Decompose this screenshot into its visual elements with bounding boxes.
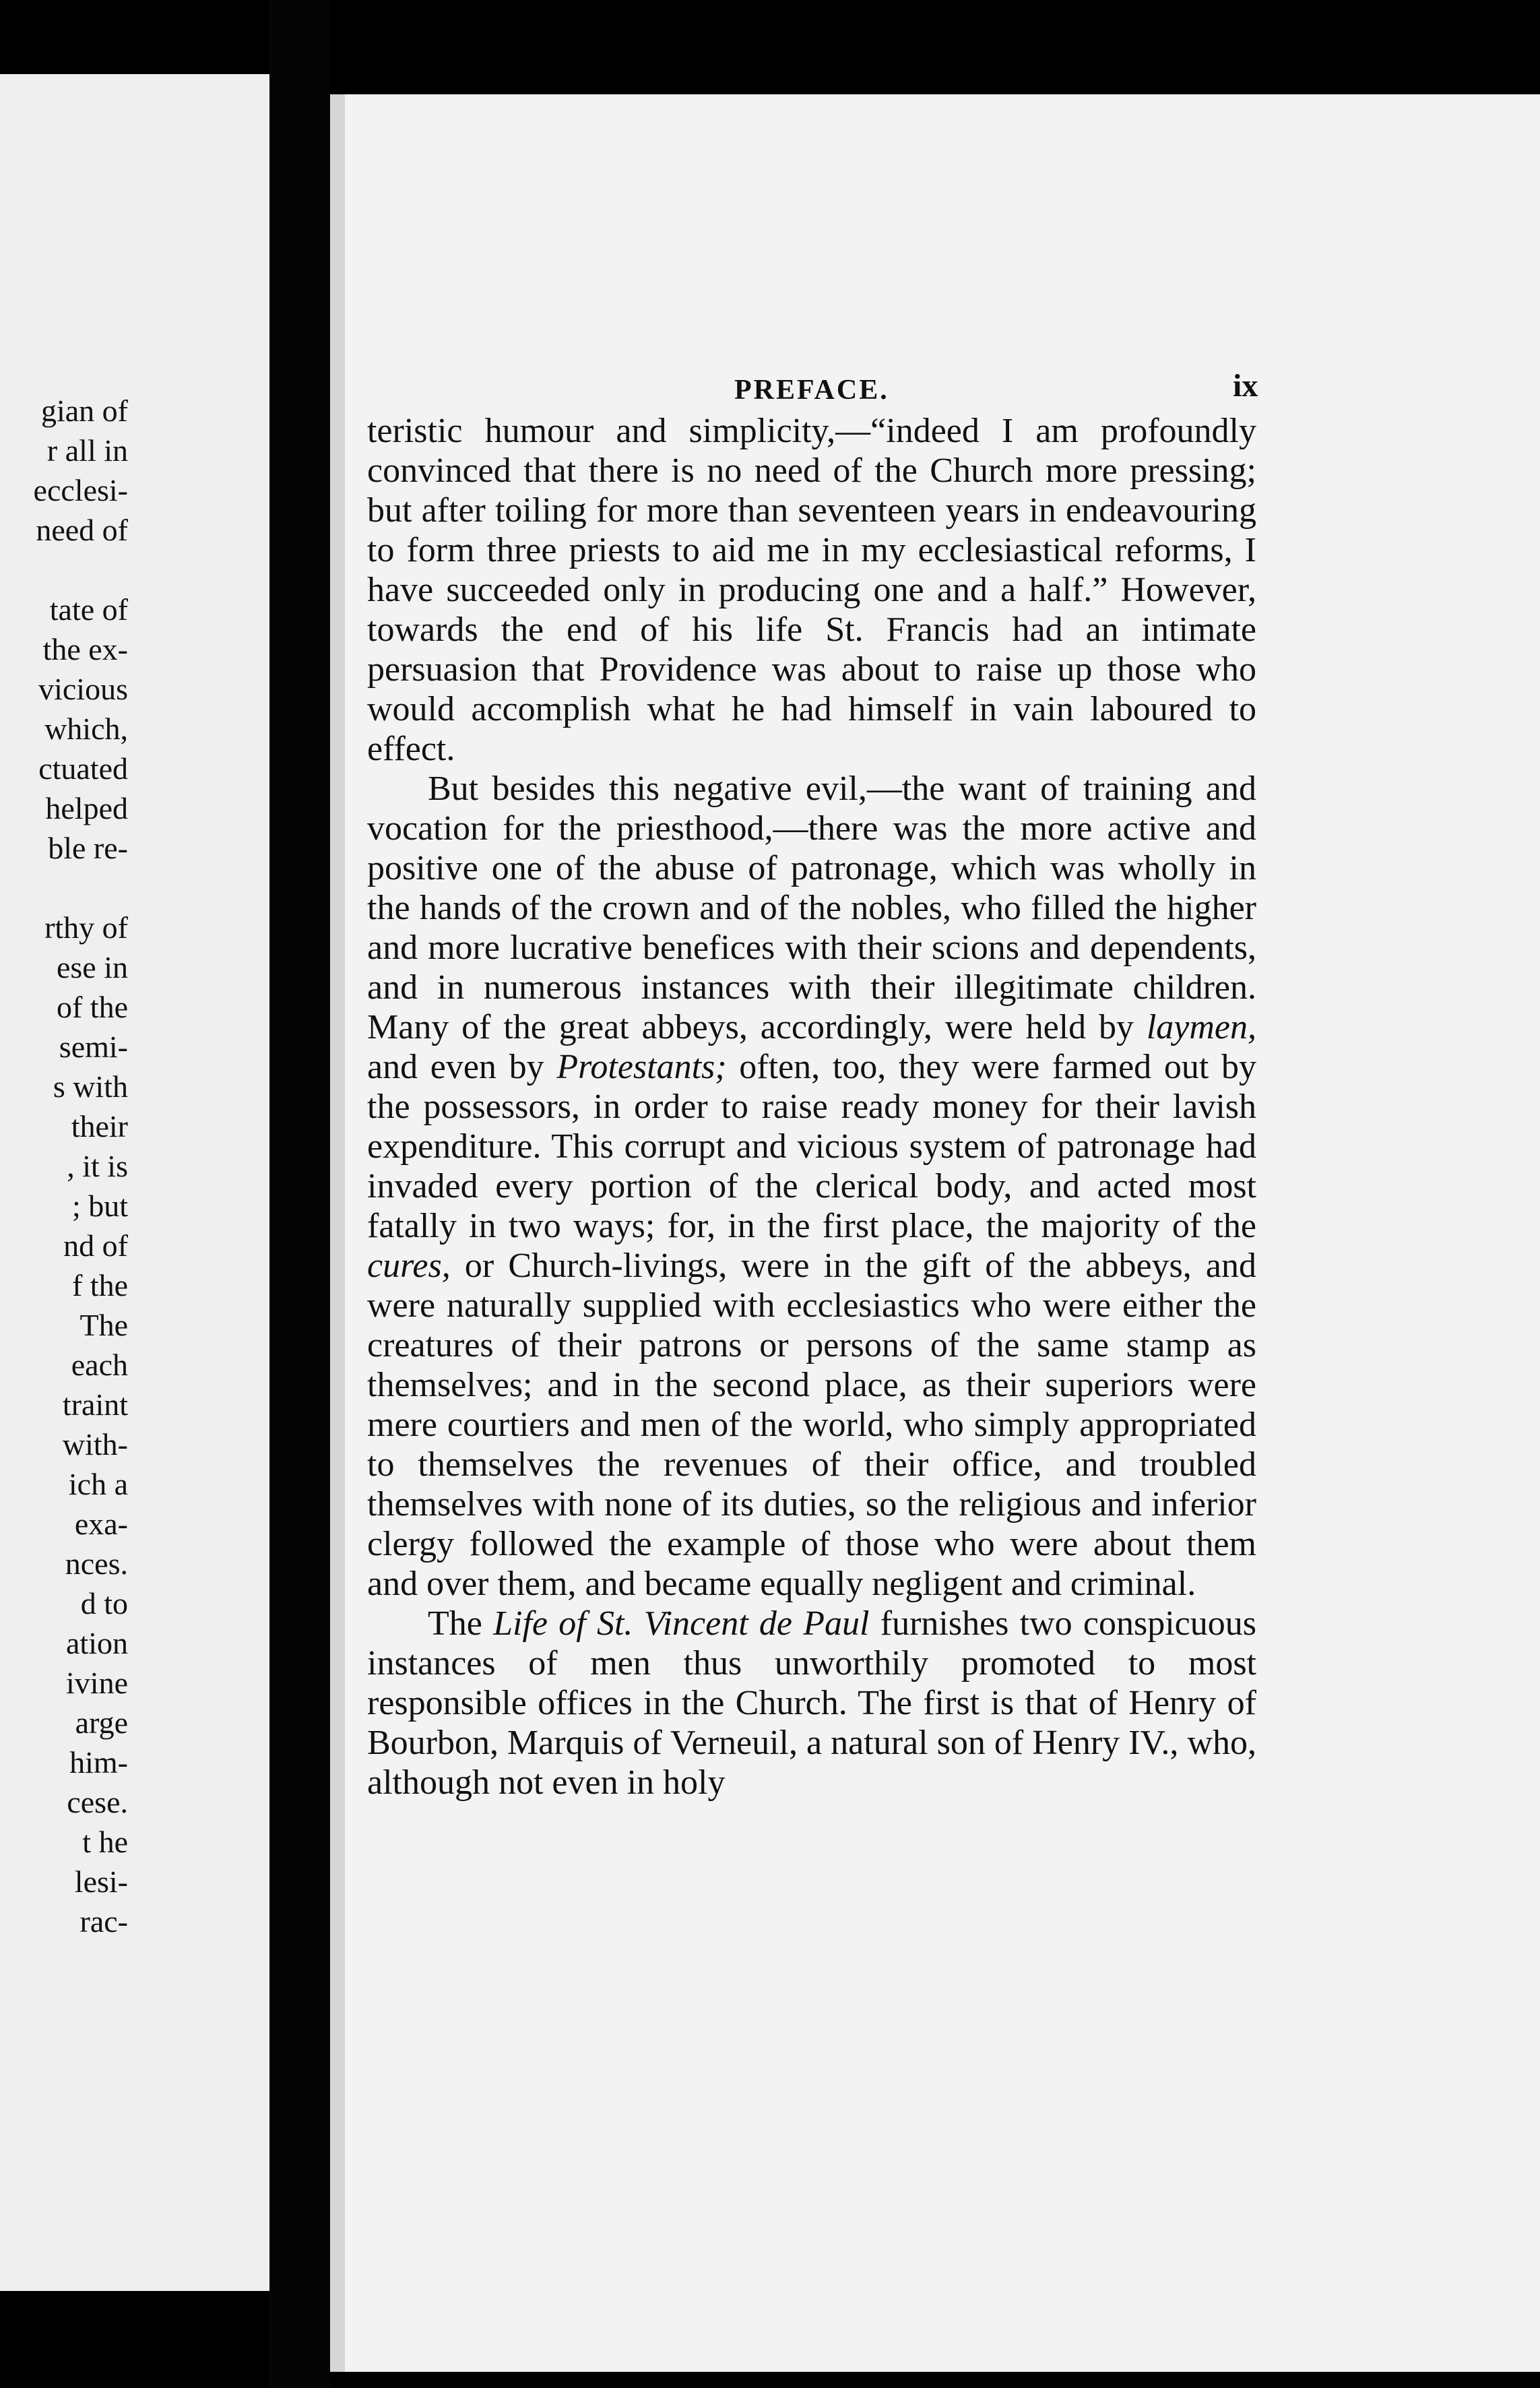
- left-page-line: with-: [62, 1427, 128, 1462]
- page-edge-shadow: [330, 94, 345, 2372]
- left-page-line: The: [79, 1308, 128, 1342]
- left-page-line: each: [71, 1348, 128, 1382]
- left-page-line: d to: [80, 1586, 128, 1621]
- left-page-line: helped: [45, 791, 128, 825]
- paragraph-1: teristic humour and simplicity,—“indeed I am profoundly convinced that there is no need of the Church more pressing; but after toiling for more than seventeen years in endeavouring to form three priests to aid me in my ecclesiastical reforms, I have succeeded only in producing one and a half.” However, towards the end of his life St. Francis had an intimate persuasion that Providence was about to raise up those who would accomplish what he had himself in vain laboured to effect.: [367, 412, 1256, 768]
- left-page-line: tate of: [49, 592, 128, 627]
- left-page-line: vicious: [38, 672, 128, 706]
- left-page-line: [0, 550, 128, 590]
- left-page-line: rac-: [79, 1904, 128, 1939]
- left-page-line: their: [71, 1109, 128, 1143]
- left-page-line: him-: [69, 1745, 128, 1780]
- left-page-line: ; but: [71, 1189, 128, 1223]
- left-page-line: [0, 868, 128, 908]
- emphasis-cures: cures,: [367, 1247, 451, 1285]
- left-page-line: s with: [53, 1069, 128, 1104]
- left-page-line: nces.: [65, 1546, 128, 1581]
- paragraph-2-text-a: But besides this negative evil,—the want of training and vocation for the priesthood,—there was the more active and positive one of the abuse of patronage, which was wholly in the hands of the crown and of the nobles, who filled the higher and more lucrative benefices with their scions and dependents, and in numerous instances with their illegitimate children. Many of the great abbeys, accordingly, were held by: [367, 769, 1256, 1046]
- left-page-line: t he: [82, 1825, 128, 1859]
- left-page-line: semi-: [59, 1030, 128, 1064]
- left-page-line: need of: [36, 513, 128, 547]
- left-page-line: ble re-: [48, 831, 128, 865]
- left-page: [0, 74, 269, 2291]
- left-page-line: lesi-: [74, 1864, 128, 1899]
- left-page-line: arge: [75, 1705, 128, 1740]
- left-page-line: f the: [71, 1268, 128, 1302]
- left-page-line: traint: [62, 1387, 128, 1422]
- book-gutter: [269, 0, 330, 2388]
- paragraph-2-text-d: or Church-livings, were in the gift of the abbeys, and were naturally supplied with ecclesiastics who were either the creatures of their patrons or persons of the same stamp as themselves; and in the second place, as their superiors were mere courtiers and men of the world, who simply appropriated to themselves the revenues of their office, and troubled themselves with none of its duties, so the religious and inferior clergy followed the example of those who were about them and over them, and became equally negligent and criminal.: [367, 1247, 1256, 1603]
- left-page-line: ese in: [56, 950, 128, 984]
- page-number: ix: [1233, 368, 1258, 404]
- left-page-line: of the: [56, 990, 128, 1024]
- left-page-text-fragments: [0, 391, 128, 1941]
- left-page-line: which,: [44, 712, 128, 746]
- body-text: [367, 411, 1256, 1802]
- left-page-line: ecclesi-: [33, 473, 128, 507]
- left-page-line: r all in: [46, 433, 128, 468]
- running-header: PREFACE.: [734, 375, 889, 406]
- left-page-line: ation: [66, 1626, 128, 1660]
- left-page-line: ich a: [68, 1467, 128, 1501]
- left-page-line: ctuated: [38, 751, 128, 786]
- left-page-line: cese.: [67, 1785, 128, 1819]
- paragraph-3-text-a: The: [428, 1604, 494, 1643]
- left-page-line: the ex-: [42, 632, 128, 666]
- left-page-line: , it is: [67, 1149, 128, 1183]
- emphasis-protestants: Protestants;: [556, 1048, 727, 1086]
- paragraph-3-text-b: furnishes two conspicuous instances of men thus unworthily promoted to most responsible offices in the Church. The first is that of Henry of Bourbon, Marquis of Verneuil, a natural son of Henry IV., who, although not even in holy: [367, 1604, 1256, 1802]
- emphasis-laymen: laymen,: [1146, 1008, 1256, 1046]
- left-page-line: rthy of: [44, 910, 128, 945]
- left-page-line: ivine: [66, 1666, 128, 1700]
- left-page-line: exa-: [74, 1507, 128, 1541]
- paragraph-3: [367, 1604, 1256, 1802]
- paragraph-2-text-b: and even by: [367, 1048, 557, 1086]
- paragraph-2: [367, 769, 1256, 1604]
- emphasis-book-title: Life of St. Vincent de Paul: [493, 1604, 870, 1643]
- left-page-line: gian of: [40, 394, 128, 428]
- paragraph-2-text-c: often, too, they were farmed out by the possessors, in order to raise ready money for their lavish expenditure. This corrupt and vicious system of patronage had invaded every portion of the clerical body, and acted most fatally in two ways; for, in the first place, the majority of the: [367, 1048, 1256, 1245]
- left-page-line: nd of: [63, 1228, 128, 1263]
